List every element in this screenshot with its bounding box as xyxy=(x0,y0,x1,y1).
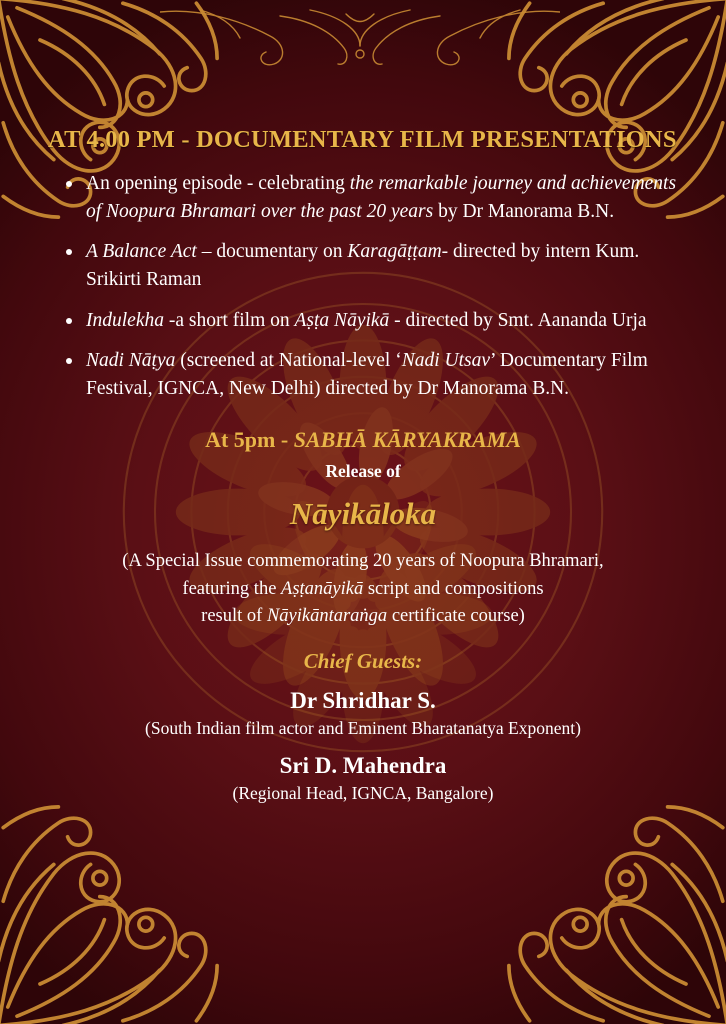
section-heading: AT 4.00 PM - DOCUMENTARY FILM PRESENTATIONS xyxy=(48,126,677,153)
note-line: result of Nāyikāntaraṅga certificate course) xyxy=(201,606,525,627)
guest-entry xyxy=(30,753,696,804)
note-line: (A Special Issue commemorating 20 years of Noopura Bhramari, xyxy=(122,550,604,571)
sabha-title: SABHĀ KĀRYAKRAMA xyxy=(293,426,521,452)
list-item: A Balance Act – documentary on Karagāṭṭam- directed by intern Kum. Srikirti Raman xyxy=(66,238,678,293)
list-item: Indulekha -a short film on Aṣṭa Nāyikā - directed by Smt. Aananda Urja xyxy=(66,307,678,335)
sabha-subheading xyxy=(30,427,696,453)
list-item: Nadi Nāṭya (screened at National-level ‘Nadi Utsav’ Documentary Film Festival, IGNCA, New Delhi) directed by Dr Manorama B.N. xyxy=(66,347,678,402)
film-list xyxy=(30,170,696,403)
guest-description: (Regional Head, IGNCA, Bangalore) xyxy=(232,783,494,804)
note-line: featuring the Aṣṭanāyikā script and compositions xyxy=(182,578,544,599)
list-item: An opening episode - celebrating the remarkable journey and achievements of Noopura Bhramari over the past 20 years by Dr Manorama B.N. xyxy=(66,170,678,225)
sabha-time-label: At 5pm - xyxy=(205,426,294,452)
guest-description: (South Indian film actor and Eminent Bharatanatya Exponent) xyxy=(145,718,581,739)
work-note xyxy=(30,548,696,631)
work-title: Nāyikāloka xyxy=(289,495,437,531)
guest-name: Sri D. Mahendra xyxy=(279,753,447,779)
chief-guests-label: Chief Guests: xyxy=(303,649,423,674)
release-of-label: Release of xyxy=(325,460,401,481)
guest-entry xyxy=(30,688,696,739)
guest-name: Dr Shridhar S. xyxy=(290,688,436,714)
